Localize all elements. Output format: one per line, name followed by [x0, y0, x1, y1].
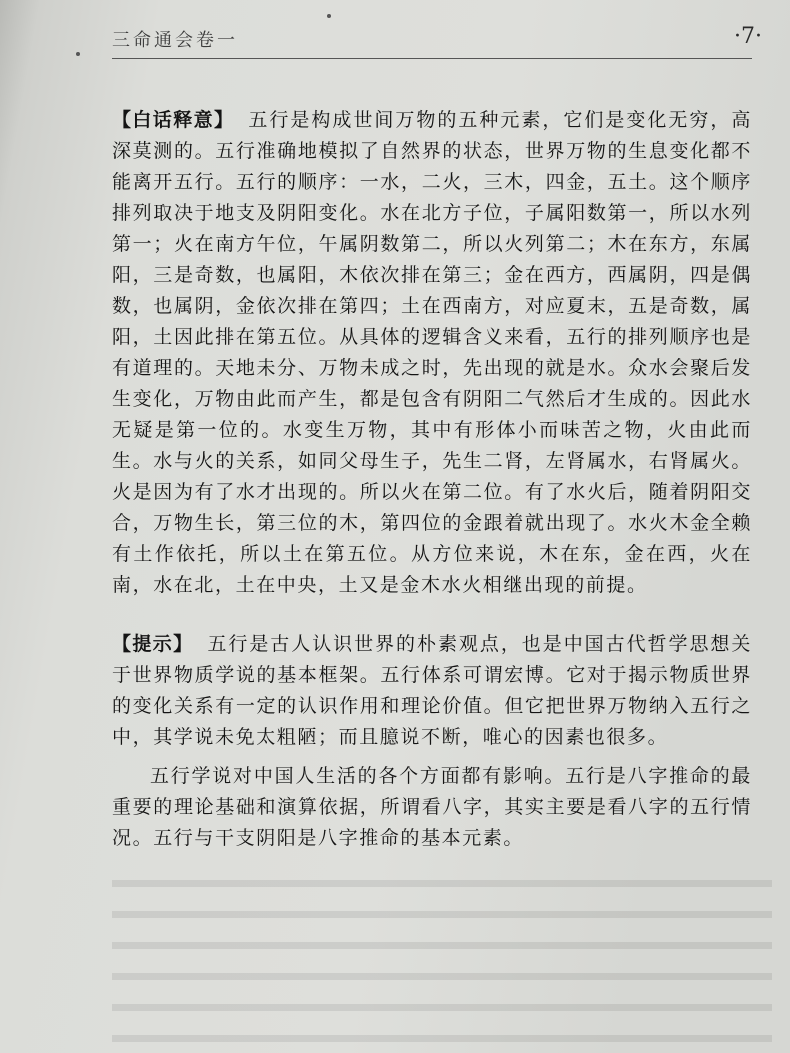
plain-explanation-label: 【白话释意】	[112, 109, 235, 131]
page-number: ·7·	[734, 24, 762, 49]
tip-paragraph	[112, 629, 752, 753]
page-header	[112, 26, 762, 60]
speck-mark	[76, 52, 80, 56]
tip-paragraph-2: 五行学说对中国人生活的各个方面都有影响。五行是八字推命的最重要的理论基础和演算依据，所谓看八字，其实主要是看八字的五行情况。五行与干支阴阳是八字推命的基本元素。	[112, 765, 752, 849]
paragraph-gap	[112, 753, 752, 761]
plain-explanation-paragraph	[112, 105, 752, 601]
show-through-text	[112, 860, 772, 1050]
plain-explanation-text: 五行是构成世间万物的五种元素，它们是变化无穷，高深莫测的。五行准确地模拟了自然界的状态，世界万物的生息变化都不能离开五行。五行的顺序：一水，二火，三木，四金，五土。这个顺序排列取决于地支及阴阳变化。水在北方子位，子属阳数第一，所以水列第一；火在南方午位，午属阴数第二，所以火列第二；木在东方，东属阳，三是奇数，也属阳，木依次排在第三；金在西方，西属阴，四是偶数，也属阴，金依次排在第四；土在西南方，对应夏末，五是奇数，属阳，土因此排在第五位。从具体的逻辑含义来看，五行的排列顺序也是有道理的。天地未分、万物未成之时，先出现的就是水。众水会聚后发生变化，万物由此而产生，都是包含有阴阳二气然后才生成的。因此水无疑是第一位的。水变生万物，其中有形体小而味苦之物，火由此而生。水与火的关系，如同父母生子，先生二肾，左肾属水，右肾属火。火是因为有了水才出现的。所以火在第二位。有了水火后，随着阴阳交合，万物生长，第三位的木，第四位的金跟着就出现了。水火木金全赖有土作依托，所以土在第五位。从方位来说，木在东，金在西，火在南，水在北，土在中央，土又是金木水火相继出现的前提。	[112, 109, 752, 596]
tip-text: 五行是古人认识世界的朴素观点，也是中国古代哲学思想关于世界物质学说的基本框架。五行体系可谓宏博。它对于揭示物质世界的变化关系有一定的认识作用和理论价值。但它把世界万物纳入五行之中，其学说未免太粗陋；而且臆说不断，唯心的因素也很多。	[112, 633, 752, 748]
running-title: 三命通会卷一	[112, 30, 238, 51]
body-text	[112, 105, 752, 854]
header-rule	[112, 58, 752, 59]
tip-label: 【提示】	[112, 633, 194, 655]
speck-mark	[327, 14, 331, 18]
section-gap	[112, 601, 752, 629]
